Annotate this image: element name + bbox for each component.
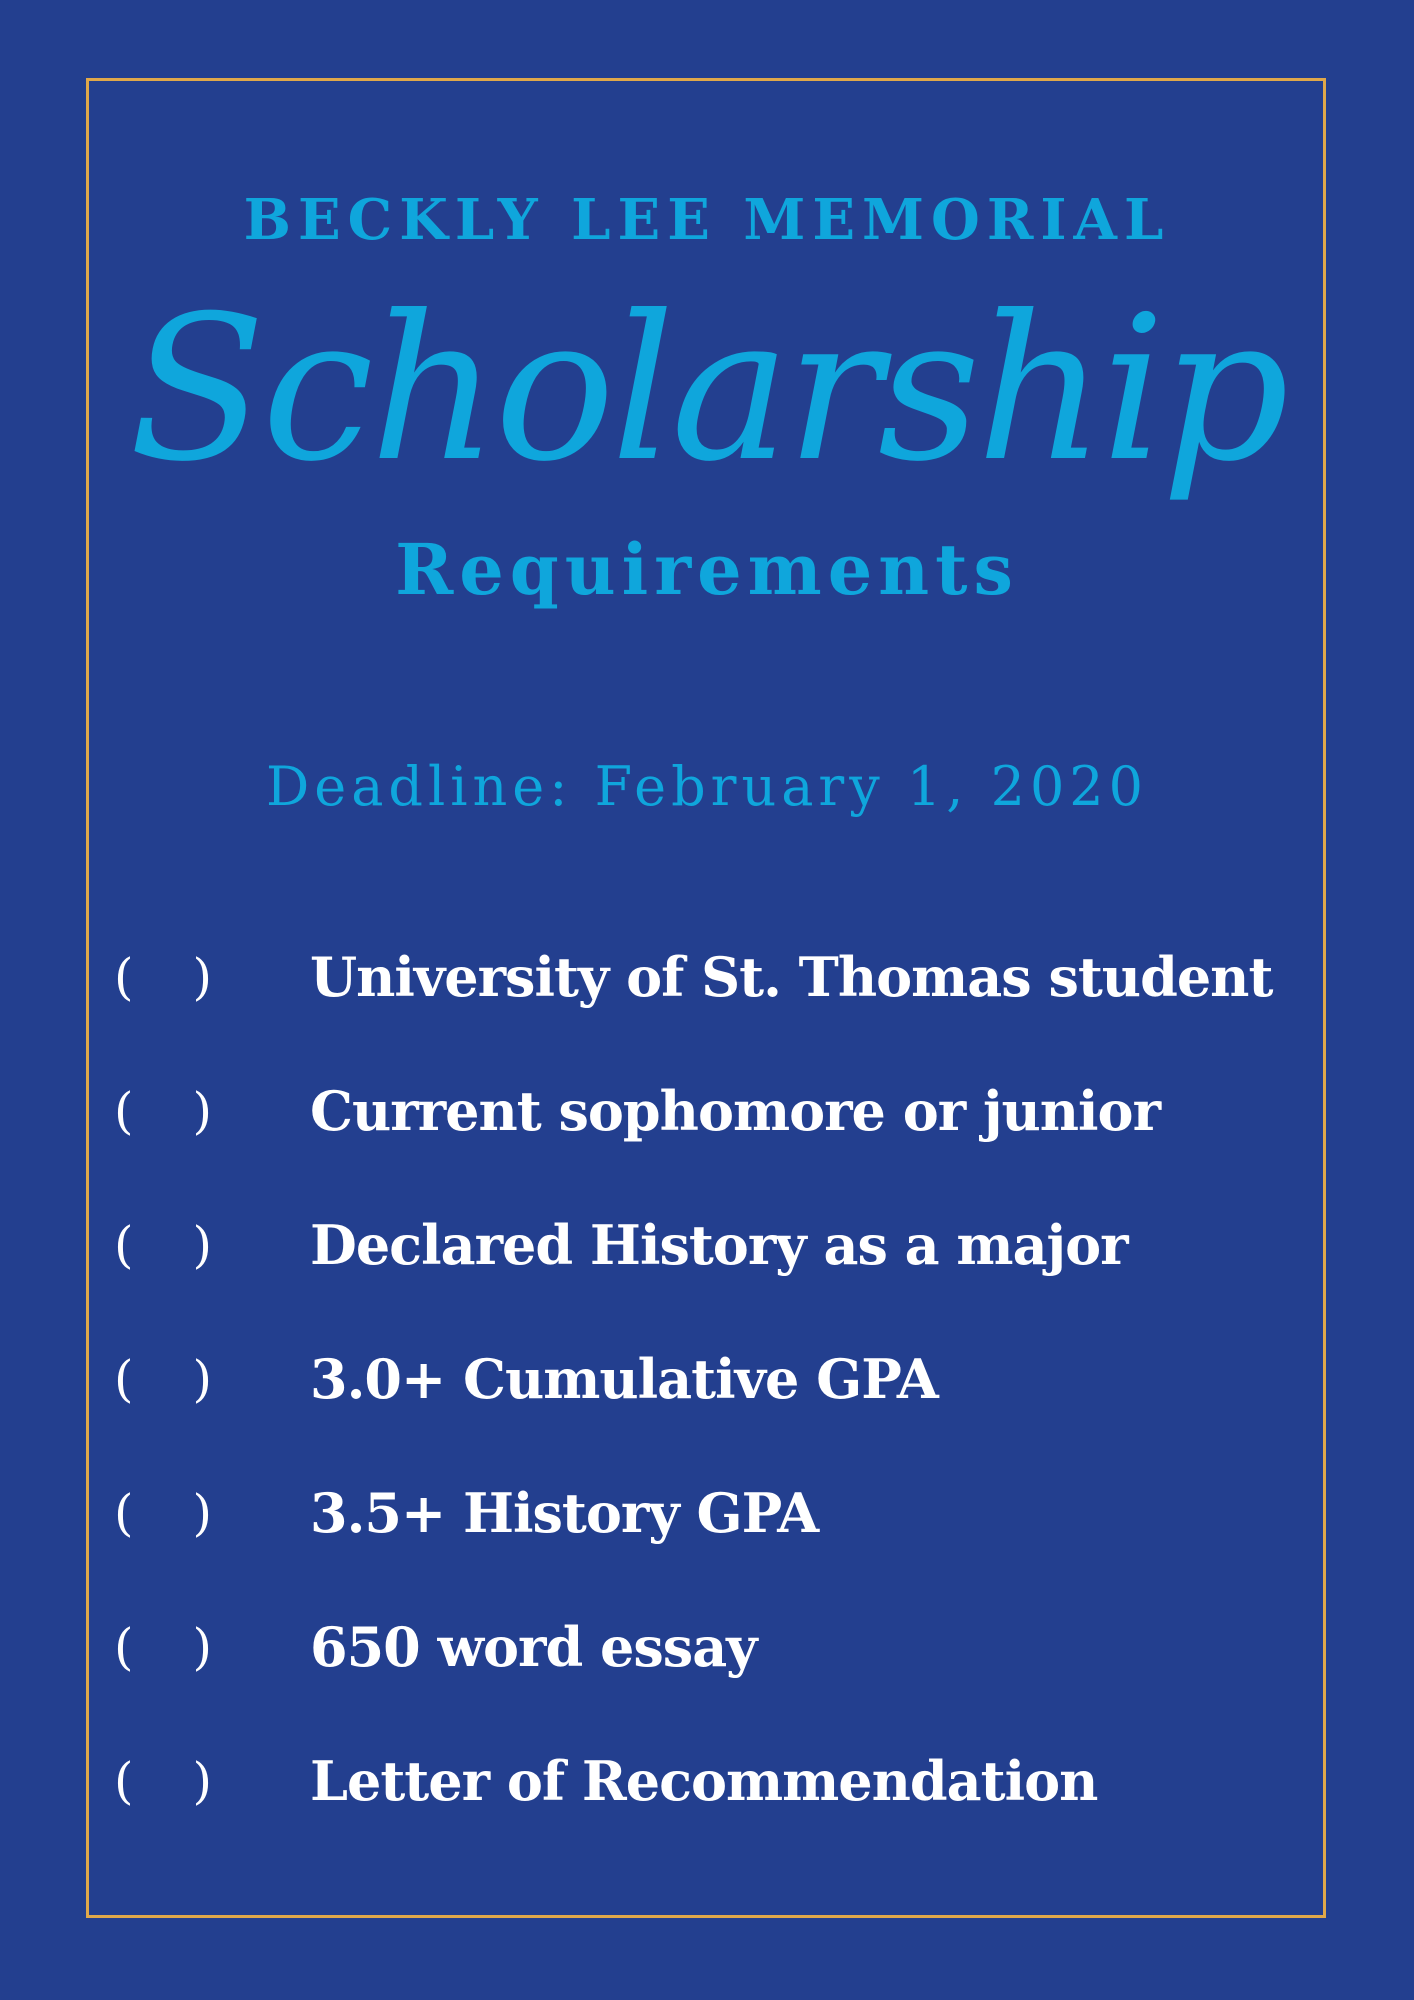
requirement-item xyxy=(110,1580,1290,1714)
requirement-checkbox[interactable]: ( ) xyxy=(114,1216,212,1274)
requirement-checkbox[interactable]: ( ) xyxy=(114,1484,212,1542)
requirement-label: University of St. Thomas student xyxy=(310,945,1273,1009)
requirements-list xyxy=(110,910,1290,1848)
requirement-label: 650 word essay xyxy=(310,1615,757,1679)
deadline-text: Deadline: February 1, 2020 xyxy=(265,755,1149,818)
requirement-item xyxy=(110,1312,1290,1446)
requirement-label: 3.5+ History GPA xyxy=(310,1481,819,1545)
requirement-checkbox[interactable]: ( ) xyxy=(114,1350,212,1408)
requirement-label: Declared History as a major xyxy=(310,1213,1128,1277)
requirement-checkbox[interactable]: ( ) xyxy=(114,948,212,1006)
requirement-item xyxy=(110,910,1290,1044)
requirement-label: 3.0+ Cumulative GPA xyxy=(310,1347,938,1411)
requirement-label: Current sophomore or junior xyxy=(310,1079,1161,1143)
scholarship-title: Scholarship xyxy=(128,273,1286,506)
requirement-checkbox[interactable]: ( ) xyxy=(114,1618,212,1676)
requirement-item xyxy=(110,1714,1290,1848)
requirement-checkbox[interactable]: ( ) xyxy=(114,1082,212,1140)
memorial-heading: BECKLY LEE MEMORIAL xyxy=(243,187,1171,253)
requirements-subtitle: Requirements xyxy=(395,528,1019,611)
requirement-item xyxy=(110,1446,1290,1580)
requirement-label: Letter of Recommendation xyxy=(310,1749,1098,1813)
requirement-item xyxy=(110,1044,1290,1178)
requirement-checkbox[interactable]: ( ) xyxy=(114,1752,212,1810)
requirement-item xyxy=(110,1178,1290,1312)
